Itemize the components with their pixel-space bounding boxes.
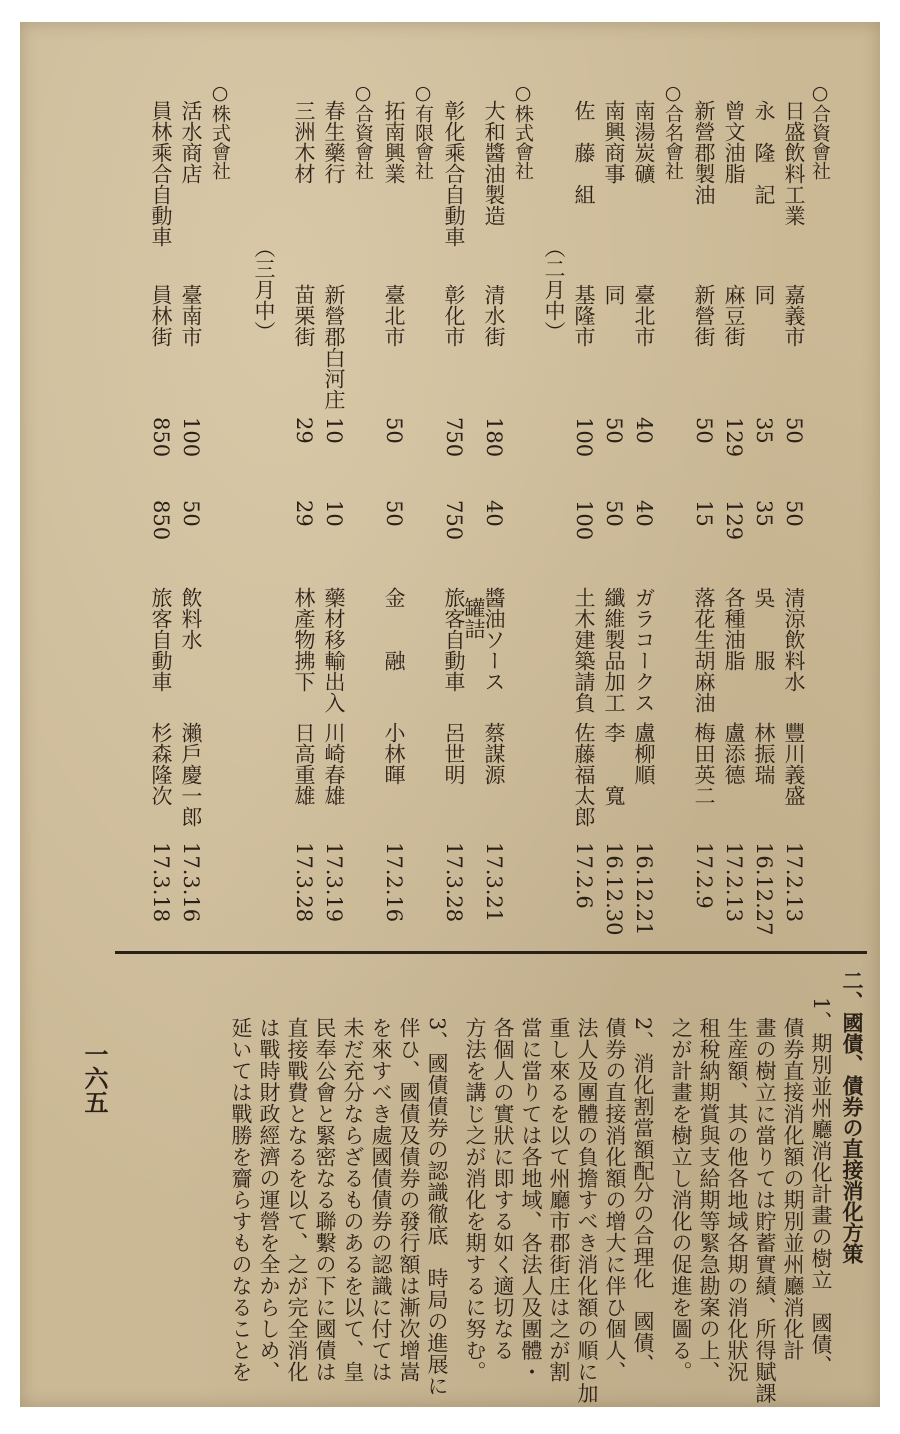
table-cell: 彰化乘合自動車	[442, 100, 466, 247]
table-cell: 基隆市	[572, 284, 596, 347]
table-cell: 盧添德	[722, 722, 746, 785]
table-cell: 16.12.27	[752, 842, 776, 936]
table-cell: （三月中）	[252, 237, 276, 342]
company-category-label: ○合名會社	[662, 82, 684, 180]
body-text-line: 法人及團體の負擔すべき消化額の順に加	[575, 1017, 599, 1404]
body-text-line: 之が計畫を樹立し消化の促進を圖る。	[669, 1017, 693, 1383]
table-cell: 盧柳順	[632, 722, 656, 785]
table-cell: 50	[382, 500, 406, 527]
table-cell: 50	[382, 417, 406, 444]
table-cell: 100	[179, 417, 203, 458]
table-cell: 新營街	[692, 284, 716, 347]
table-cell: 醬油ソース	[482, 587, 506, 692]
table-cell: 清涼飲料水	[782, 587, 806, 692]
table-cell: 旅客自動車	[442, 587, 466, 692]
table-cell: 呂世明	[442, 722, 466, 785]
table-cell: 750	[442, 417, 466, 458]
body-text-line: 直接戰費となるを以て、之が完全消化	[285, 1017, 309, 1383]
table-cell: 南興商事	[602, 100, 626, 184]
body-text-line: 方法を講じ之が消化を期するに努む。	[463, 1017, 487, 1383]
table-cell: 活水商店	[179, 100, 203, 184]
table-cell: 15	[692, 500, 716, 527]
body-text-line: 債券直接消化額の期別並州廳消化計	[781, 1017, 805, 1361]
table-cell: 臺南市	[179, 284, 203, 347]
table-cell: 南湯炭礦	[632, 100, 656, 184]
table-cell: 李 寬	[602, 722, 626, 806]
body-text-line: は戰時財政經濟の運營を全からしめ、	[257, 1017, 281, 1383]
table-cell: 嘉義市	[782, 284, 806, 347]
page-number: 一六五	[80, 1042, 109, 1114]
table-cell: 川崎春雄	[322, 722, 346, 806]
company-category-label: ○株式會社	[512, 82, 534, 180]
table-cell: 彰化市	[442, 284, 466, 347]
table-cell: 29	[292, 500, 316, 527]
table-cell: 129	[722, 417, 746, 458]
company-category-label: ○有限會社	[412, 82, 434, 180]
company-category-label: ○合資會社	[352, 82, 374, 180]
body-text-line: 民奉公會と緊密なる聯繫の下に國債は	[313, 1017, 337, 1383]
body-text-line: を來すべき處國債債券の認識に付ては	[369, 1017, 393, 1383]
document-page	[20, 22, 880, 1407]
body-text-line: 各個人の實狀に即する如く適切なる	[491, 1017, 515, 1361]
table-cell: 梅田英二	[692, 722, 716, 806]
table-cell: 永 隆 記	[752, 100, 776, 205]
table-cell: 臺北市	[632, 284, 656, 347]
body-text-line: 債券の直接消化額の增大に伴ひ個人、	[603, 1017, 627, 1383]
table-cell: 林振瑞	[752, 722, 776, 785]
table-cell: 100	[572, 417, 596, 458]
table-cell: 10	[322, 500, 346, 527]
table-cell: 29	[292, 417, 316, 444]
table-cell: 佐藤福太郎	[572, 722, 596, 827]
table-cell: 50	[782, 417, 806, 444]
table-cell: 杉森隆次	[149, 722, 173, 806]
table-cell: 春生藥行	[322, 100, 346, 184]
table-cell: 員林街	[149, 284, 173, 347]
table-cell: 50	[602, 500, 626, 527]
table-cell: 40	[632, 417, 656, 444]
table-cell: 40	[482, 500, 506, 527]
table-cell: 850	[149, 500, 173, 541]
table-cell: 35	[752, 500, 776, 527]
table-cell: 員林乘合自動車	[149, 100, 173, 247]
table-cell: 17.2.6	[572, 842, 596, 909]
table-cell: （二月中）	[542, 237, 566, 342]
table-cell: 17.3.21	[482, 842, 506, 923]
table-cell: 落花生胡麻油	[692, 587, 716, 713]
body-text-line: 重し來るを以て州廳市郡街庄は之が割	[547, 1017, 571, 1383]
body-text-line: 畫の樹立に當りては貯蓄實績、所得賦課	[753, 1017, 777, 1404]
table-cell: 17.3.16	[179, 842, 203, 923]
table-cell: 清水街	[482, 284, 506, 347]
company-category-label: ○株式會社	[209, 82, 231, 180]
table-cell: 各種油脂	[722, 587, 746, 671]
table-cell: 飲料水	[179, 587, 203, 650]
table-cell: 100	[572, 500, 596, 541]
table-cell: 日高重雄	[292, 722, 316, 806]
body-text-line: 2、消化割當額配分の合理化 國債、	[631, 1017, 655, 1375]
table-cell: 17.2.13	[782, 842, 806, 923]
table-cell: 新營郡白河庄	[322, 284, 346, 410]
company-category-label: ○合資會社	[809, 82, 831, 180]
table-cell: 17.3.28	[442, 842, 466, 923]
table-cell: 苗栗街	[292, 284, 316, 347]
table-cell: 16.12.30	[602, 842, 626, 936]
section-divider	[115, 951, 867, 954]
table-cell: 17.3.18	[149, 842, 173, 923]
body-text-line: 未だ充分ならざるものあるを以て、皇	[341, 1017, 365, 1383]
table-cell: 17.2.9	[692, 842, 716, 909]
section-heading: 二、國債、債券の直接消化方策	[840, 970, 865, 1264]
table-cell: 35	[752, 417, 776, 444]
table-cell: 佐 藤 組	[572, 100, 596, 205]
table-cell: 17.2.16	[382, 842, 406, 923]
body-text-line: 當に當りては各地域、各法人及團體・	[519, 1017, 543, 1383]
table-cell: 三洲木材	[292, 100, 316, 184]
table-cell: 纖維製品加工	[602, 587, 626, 713]
body-text-line: 3、國債債券の認識徹底 時局の進展に	[425, 1017, 449, 1397]
table-cell: ガラコークス	[632, 587, 656, 713]
table-cell: 林產物拂下	[292, 587, 316, 692]
table-cell: 旅客自動車	[149, 587, 173, 692]
body-text-line: 租稅納期賞與支給期等緊急勘案の上、	[697, 1017, 721, 1383]
table-cell: 豐川義盛	[782, 722, 806, 806]
table-cell: 新營郡製油	[692, 100, 716, 205]
table-cell: 曾文油脂	[722, 100, 746, 184]
table-cell: 16.12.21	[632, 842, 656, 936]
table-cell: 蔡謀源	[482, 722, 506, 785]
body-text-line: 1、期別並州廳消化計畫の樹立 國債、	[809, 997, 833, 1377]
table-cell: 瀨戶慶一郎	[179, 722, 203, 827]
table-cell: 罐詰	[462, 597, 486, 639]
table-cell: 50	[782, 500, 806, 527]
table-cell: 17.2.13	[722, 842, 746, 923]
table-cell: 750	[442, 500, 466, 541]
table-cell: 17.3.28	[292, 842, 316, 923]
table-cell: 拓南興業	[382, 100, 406, 184]
table-cell: 大和醬油製造	[482, 100, 506, 226]
table-cell: 50	[179, 500, 203, 527]
table-cell: 臺北市	[382, 284, 406, 347]
table-cell: 日盛飲料工業	[782, 100, 806, 226]
table-cell: 同	[752, 284, 776, 305]
table-cell: 同	[602, 284, 626, 305]
body-text-line: 伴ひ、國債及債券の發行額は漸次增嵩	[397, 1017, 421, 1383]
table-cell: 小林暉	[382, 722, 406, 785]
table-cell: 麻豆街	[722, 284, 746, 347]
table-cell: 金 融	[382, 587, 406, 671]
body-text-line: 延いては戰勝を齎らすものなることを	[229, 1017, 253, 1383]
body-text-line: 生産額、其の他各地域各期の消化狀況	[725, 1017, 749, 1383]
table-cell: 吳 服	[752, 587, 776, 671]
table-cell: 40	[632, 500, 656, 527]
table-cell: 土木建築請負	[572, 587, 596, 713]
table-cell: 180	[482, 417, 506, 458]
table-cell: 10	[322, 417, 346, 444]
table-cell: 850	[149, 417, 173, 458]
table-cell: 50	[602, 417, 626, 444]
table-cell: 129	[722, 500, 746, 541]
table-cell: 50	[692, 417, 716, 444]
table-cell: 17.3.19	[322, 842, 346, 923]
table-cell: 藥材移輸出入	[322, 587, 346, 713]
